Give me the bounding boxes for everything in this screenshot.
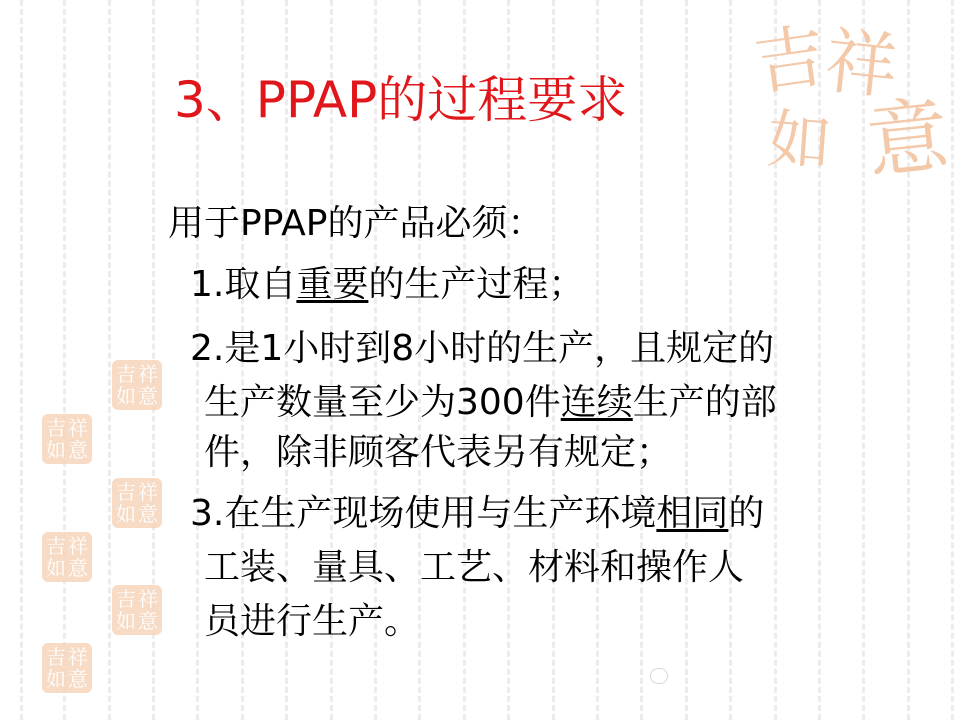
requirement-text: 生产的部 xyxy=(632,382,777,423)
grid-line xyxy=(63,0,66,720)
requirement-text: 员进行生产。 xyxy=(204,601,421,642)
auspicious-seal-large: 吉 祥 如 意 xyxy=(749,14,954,191)
requirement-text: 工装、量具、工艺、材料和操作人 xyxy=(204,547,745,588)
seal-glyph: 吉 xyxy=(116,480,136,504)
slide-title: 3、PPAP的过程要求 xyxy=(174,71,628,129)
seal-glyph: 如 xyxy=(116,384,136,408)
seal-glyph: 如 xyxy=(116,502,136,526)
requirement-number: 2. xyxy=(190,328,225,369)
requirement-line xyxy=(190,258,584,312)
requirement-text: 的 xyxy=(728,493,765,534)
emphasis-text: 重要 xyxy=(296,264,369,305)
seal-glyph: 祥 xyxy=(138,362,158,386)
seal-glyph: 意 xyxy=(138,384,158,408)
seal-stamp xyxy=(112,360,162,410)
seal-glyph: 吉 xyxy=(46,416,66,440)
requirement-text: 的生产过程； xyxy=(368,264,585,305)
seal-glyph: 意 xyxy=(68,438,88,462)
seal-stamp xyxy=(112,585,162,635)
requirement-number: 3. xyxy=(190,493,225,534)
seal-glyph: 如 xyxy=(116,609,136,633)
seal-glyph: 吉 xyxy=(116,362,136,386)
requirement-line xyxy=(204,595,420,649)
requirement-line xyxy=(204,541,744,595)
watermark xyxy=(650,668,674,684)
seal-glyph: 意 xyxy=(68,556,88,580)
intro-text: 用于PPAP的产品必须： xyxy=(168,203,544,244)
seal-stamp xyxy=(42,414,92,464)
requirement-text: 取自 xyxy=(224,264,297,305)
seal-glyph: 意 xyxy=(68,667,88,691)
seal-glyph: 意 xyxy=(138,609,158,633)
seal-glyph: 吉 xyxy=(46,534,66,558)
requirement-number: 1. xyxy=(190,264,225,305)
seal-glyph: 祥 xyxy=(138,587,158,611)
requirement-text: 生产数量至少为300件 xyxy=(204,382,561,423)
requirement-line xyxy=(204,426,672,480)
seal-glyph: 吉 xyxy=(116,587,136,611)
grid-line xyxy=(108,0,111,720)
seal-glyph: 意 xyxy=(138,502,158,526)
seal-glyph: 如 xyxy=(46,667,66,691)
seal-glyph: 如 xyxy=(46,556,66,580)
seal-glyph: 祥 xyxy=(68,534,88,558)
seal-glyph: 如 xyxy=(46,438,66,462)
seal-glyph: 祥 xyxy=(68,416,88,440)
seal-glyph: 吉 xyxy=(46,645,66,669)
seal-stamp xyxy=(42,532,92,582)
requirement-line xyxy=(190,487,764,541)
emphasis-text: 连续 xyxy=(560,382,633,423)
requirement-line xyxy=(204,376,777,430)
emphasis-text: 相同 xyxy=(656,493,729,534)
seal-stamp xyxy=(112,478,162,528)
watermark-icon xyxy=(650,668,668,684)
seal-glyph: 祥 xyxy=(68,645,88,669)
seal-stamp xyxy=(42,643,92,693)
requirement-text: 是1小时到8小时的生产，且规定的 xyxy=(224,328,775,369)
seal-glyph: 祥 xyxy=(138,480,158,504)
requirement-line xyxy=(190,322,774,376)
requirement-text: 在生产现场使用与生产环境 xyxy=(224,493,657,534)
requirement-text: 件，除非顾客代表另有规定； xyxy=(204,432,673,473)
grid-line xyxy=(20,0,23,720)
